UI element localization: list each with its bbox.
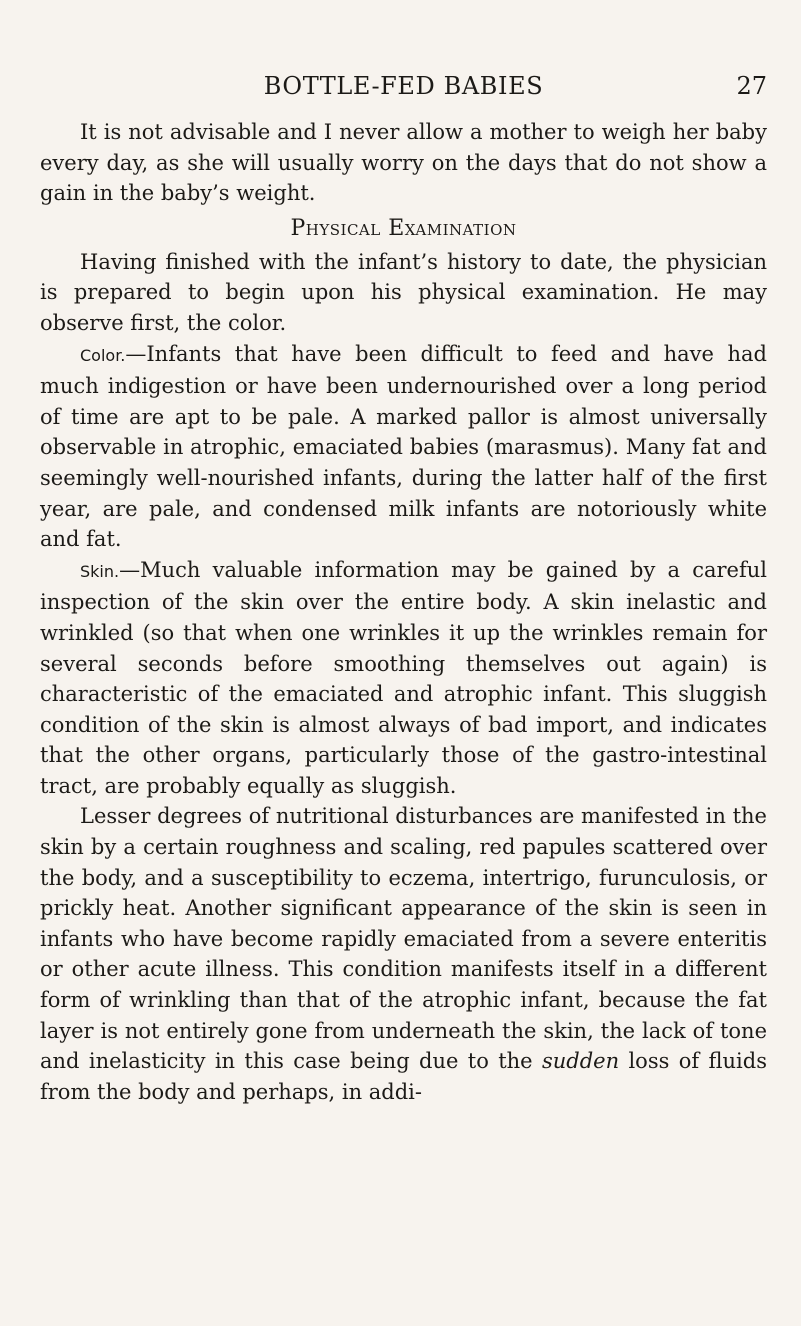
paragraph-weighing: It is not advisable and I never allow a mother to weigh her baby every day, as she will usually worry on the days that do not show a gain in the baby’s weight.	[40, 120, 767, 206]
running-title: BOTTLE-FED BABIES	[263, 72, 544, 100]
paragraph-skin	[40, 555, 767, 802]
paragraph-text-before-emphasis: Lesser degrees of nutritional disturbances are manifested in the skin by a certain roughness and scaling, red papules scattered over the body, and a susceptibility to eczema, intertrigo, furunculosis, or prickly heat. Another significant appearance of the skin is seen in infants who have become rapidly emaciated from a severe enteritis or other acute illness. This condition manifests itself in a different form of wrinkling than that of the atrophic infant, because the fat layer is not entirely gone from underneath the skin, the lack of tone and inelasticity in this case being due to the	[40, 804, 767, 1074]
section-heading: Physical Examination	[290, 215, 517, 241]
run-in-heading-color: Color.	[80, 345, 126, 365]
paragraph-skin-text: —Much valuable information may be gained by a careful inspection of the skin over the entire body. A skin inelastic and wrinkled (so that when one wrinkles it up the wrinkles remain for several seconds before smoothing themselves out again) is characteristic of the emaciated and atrophic infant. This sluggish condition of the skin is almost always of bad import, and indicates that the other organs, particularly those of the gastro-intestinal tract, are probably equally as sluggish.	[40, 557, 767, 798]
paragraph-color	[40, 339, 767, 555]
paragraph-nutritional-disturbances	[40, 801, 767, 1107]
paragraph-history: Having finished with the infant’s history to date, the physician is prepared to begin upon his physical examination. He may observe first, the color.	[40, 249, 767, 335]
page-number: 27	[736, 72, 767, 100]
page-header	[40, 66, 767, 106]
page-body	[40, 117, 767, 1107]
emphasis-sudden: sudden	[541, 1049, 620, 1074]
run-in-heading-skin: Skin.	[80, 561, 120, 581]
paragraph-color-text: —Infants that have been difficult to feed and have had much indigestion or have been undernourished over a long period of time are apt to be pale. A marked pallor is almost universally observable in atrophic, emaciated babies (marasmus). Many fat and seemingly well-nourished infants, during the latter half of the first year, are pale, and condensed milk infants are notoriously white and fat.	[40, 341, 767, 552]
paragraph-text-after-emphasis: loss of fluids from the body and perhaps, in addi-	[40, 1049, 767, 1104]
